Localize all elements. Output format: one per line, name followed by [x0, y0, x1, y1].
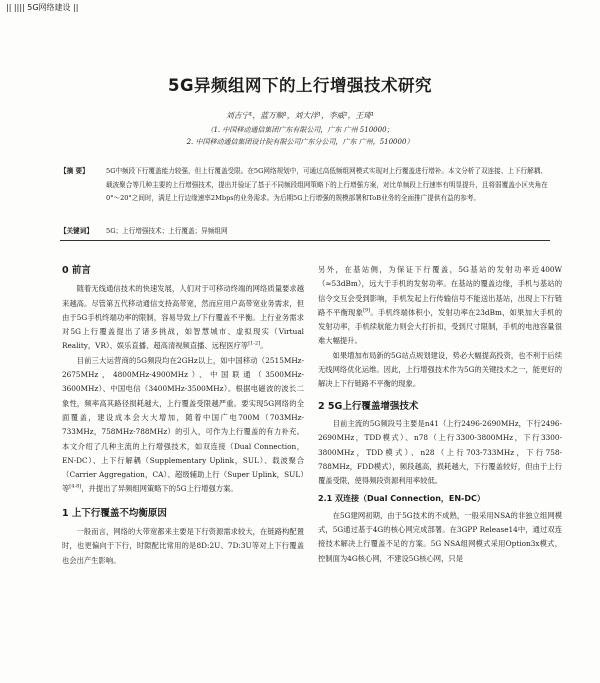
affiliation-1: （1. 中国移动通信集团广东有限公司，广东 广州 510000；	[206, 126, 394, 134]
section-2-paragraph-1: 目前主流的5G频段号主要是n41（上行2496-2690MHz，下行2496-2690MHz，TDD模式）、n78（上行3300-3800MHz，下行3300-3800MHz，TDD模式）、n28（上行703-733MHz，下行758-788MHz，FDD模式），频段越高，损耗越大，下行覆盖较好，但由于上行覆盖受限，使得频段资源利用率较低。	[318, 418, 562, 486]
author-list: 刘吉宁¹，蓝万顺¹，刘大洋¹，李威²，王琦¹	[225, 111, 375, 120]
right-column	[318, 263, 562, 566]
journal-header-tag: || |||| 5G网络建设 ||	[6, 3, 79, 12]
abstract-text: 5G中频段下行覆盖能力较强，但上行覆盖受限。在5G网络规划中，可通过高低频组网模式实现对上行覆盖进行增补。本文分析了双连接、上下行解耦、载波聚合等几种主要的上行增强技术，提出并验证了基于不同频段组网策略下的上行增强方案，对比单频段上行速率有明显提升，且将弱覆盖小区夹角在0°～20°之间时，满足上行边缘速率2Mbps的业务需求。为后期5G上行增强的规模部署和ToB业务的全面推广提供有益的参考。	[106, 167, 548, 203]
abstract	[60, 165, 550, 223]
section-1-heading: 1 上下行覆盖不均衡原因	[62, 507, 167, 519]
citation: [4-8]	[69, 484, 82, 491]
section-2-1-heading: 2.1 双连接（Dual Connection，EN-DC）	[318, 494, 485, 504]
right-paragraph-1: 另外，在基站侧，为保证下行覆盖，5G基站的发射功率近400W（≈53dBm），远大于手机的发射功率。在基站的覆盖边缘，手机与基站的信令交互会受到影响，手机发起上行传输信号不能送出基站，出现上下行链路不平衡现象[9]。手机终端体积小，发射功率在23dBm，如果加大手机的发射功率，手机续航能力则会大打折扣，受到尺寸限制，手机的电池容量很难大幅提升。	[318, 265, 562, 346]
section-0-heading: 0 前言	[62, 265, 91, 276]
citation: [9]	[363, 307, 371, 314]
abstract-label: 【摘 要】	[60, 167, 89, 175]
keywords-text: 5G；上行增强技术；上行覆盖；异频组网	[106, 227, 228, 235]
paper-title: 5G异频组网下的上行增强技术研究	[167, 76, 433, 95]
abstract-divider	[60, 240, 550, 241]
section-2-heading: 2 5G上行覆盖增强技术	[318, 400, 419, 412]
right-paragraph-2: 如果增加布局新的5G站点规划建设，势必大幅提高投资，也不利于后续无线网络优化运维。因此，上行增强技术作为5G的关键技术之一，能更好的解决上下行链路不平衡的现象。	[318, 350, 562, 389]
left-column	[62, 264, 304, 568]
citation: [1-2]	[248, 341, 261, 348]
affiliation-2: 2. 中国移动通信集团设计院有限公司广东分公司，广东 广州，510000）	[186, 138, 414, 146]
keywords	[60, 225, 550, 239]
section-0-paragraph-2: 目前三大运营商的5G频段均在2GHz以上，如中国移动（2515MHz-2675MHz，4800MHz-4900MHz）、中国联通（3500MHz-3600MHz）、中国电信（3400MHz-3500MHz）。根据电磁波的波长二象性，频率高其路径损耗越大，上行覆盖受限越严重。要实现5G网络的全面覆盖，建设成本会大大增加，随着中国广电700M（703MHz-733MHz，758MHz-788MHz）的引入，可作为上行覆盖的有力补充。本文介绍了几种主流的上行增强技术，如双连接（Dual Connection，EN-DC）、上下行解耦（Supplementary Uplink，SUL）、载波聚合（Carrier Aggregation，CA）、超级辅助上行（Super Uplink，SUL）等[4-8]，并提出了异频组网策略下的5G上行增强方案。	[62, 355, 304, 494]
section-1-paragraph-1: 一般而言，网络的大带宽都来主要是下行资源需求较大，在链路构配置时，也更偏向于下行，时隙配比常用的是8D:2U、7D:3U等对上下行覆盖也会出产生影响。	[62, 527, 304, 565]
section-2-1-paragraph-1: 在5G建网初期，由于5G技术的不成熟，一般采用NSA的非独立组网模式，5G通过基于4G的核心网完成部署。在3GPP Release14中，通过双连接技术解决上行覆盖不足的方案。5G NSA组网模式采用Option3x模式，控制面为4G核心网，不建设5G核心网，只是	[318, 510, 562, 563]
keywords-label: 【关键词】	[60, 227, 93, 235]
section-0-paragraph-1: 随着无线通信技术的快速发展，人们对于可移动终端的网络质量要求越来越高。尽管第五代移动通信支持高带宽，然而应用户高带宽业务需求，但由于5G手机终端功率的限制，容易导致上/下行覆盖不平衡。上行业务需求对5G上行覆盖提出了诸多挑战，如智慧城市、虚拟现实（Virtual Reality，VR）、娱乐直播、超高清视频直播、远程医疗等[1-2]。	[62, 284, 304, 351]
